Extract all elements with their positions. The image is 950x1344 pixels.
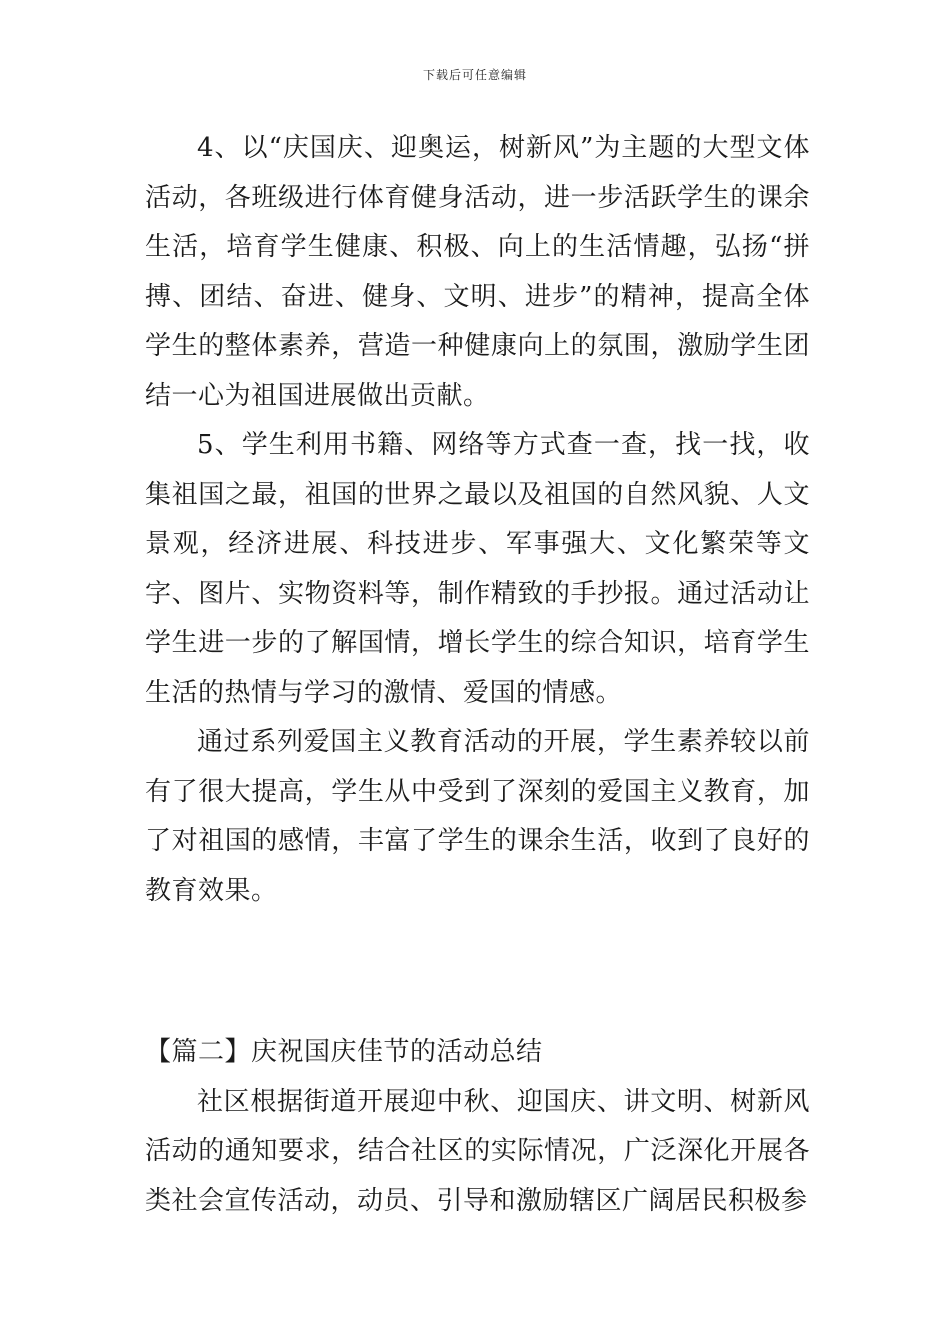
section-paragraph: 社区根据街道开展迎中秋、迎国庆、讲文明、树新风活动的通知要求，结合社区的实际情况，广泛深化开展各类社会宣传活动，动员、引导和激励辖区广阔居民积极参: [145, 1086, 810, 1216]
section-title: 【篇二】庆祝国庆佳节的活动总结: [145, 1037, 543, 1067]
document-body: [145, 124, 810, 1226]
paragraph-item-4: 4、以“庆国庆、迎奥运，树新风”为主题的大型文体活动，各班级进行体育健身活动，进一步活跃学生的课余生活，培育学生健康、积极、向上的生活情趣，弘扬“拼搏、团结、奋进、健身、文明、进步”的精神，提高全体学生的整体素养，营造一种健康向上的氛围，激励学生团结一心为祖国进展做出贡献。: [145, 133, 810, 411]
paragraph-conclusion: 通过系列爱国主义教育活动的开展，学生素养较以前有了很大提高，学生从中受到了深刻的爱国主义教育，加了对祖国的感情，丰富了学生的课余生活，收到了良好的教育效果。: [145, 727, 810, 906]
page-header-note: 下载后可任意编辑: [422, 68, 527, 82]
paragraph-item-5: 5、学生利用书籍、网络等方式查一查，找一找，收集祖国之最，祖国的世界之最以及祖国的自然风貌、人文景观，经济进展、科技进步、军事强大、文化繁荣等文字、图片、实物资料等，制作精致的手抄报。通过活动让学生进一步的了解国情，增长学生的综合知识，培育学生生活的热情与学习的激情、爱国的情感。: [145, 430, 810, 708]
section-gap: [145, 916, 810, 1028]
